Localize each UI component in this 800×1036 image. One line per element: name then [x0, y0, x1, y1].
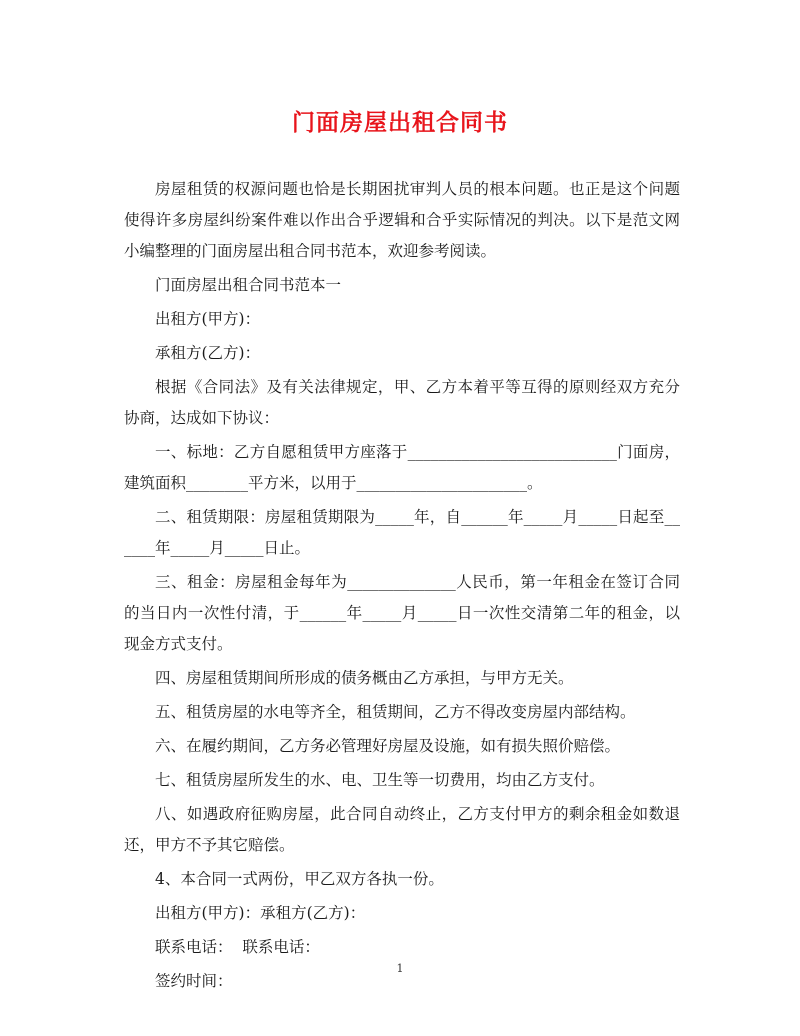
lessor-line: 出租方(甲方)：	[155, 310, 261, 328]
clause-7: 七、租赁房屋所发生的水、电、卫生等一切费用，均由乙方支付。	[155, 771, 605, 789]
page-number: 1	[396, 962, 404, 975]
lessee-line: 承租方(乙方)：	[155, 344, 261, 362]
intro-paragraph: 房屋租赁的权源问题也恰是长期困扰审判人员的根本问题。也正是这个问题使得许多房屋纠纷案件难以作出合乎逻辑和合乎实际情况的判决。以下是范文网小编整理的门面房屋出租合同书范本，欢迎参考阅读。	[124, 180, 680, 260]
clause-5: 五、租赁房屋的水电等齐全，租赁期间，乙方不得改变房屋内部结构。	[155, 703, 636, 721]
document-title: 门面房屋出租合同书	[292, 110, 508, 136]
signing-date-line: 签约时间：	[155, 972, 233, 990]
clause-8: 八、如遇政府征购房屋，此合同自动终止，乙方支付甲方的剩余租金如数退还，甲方不予其它赔偿。	[124, 805, 680, 854]
clause-copies: 4、本合同一式两份，甲乙双方各执一份。	[155, 870, 444, 888]
clause-4: 四、房屋租赁期间所形成的债务概由乙方承担，与甲方无关。	[155, 669, 574, 687]
clause-6: 六、在履约期间，乙方务必管理好房屋及设施，如有损失照价赔偿。	[155, 737, 621, 755]
signature-parties-line: 出租方(甲方)：承租方(乙方)：	[155, 904, 366, 922]
contact-phone-line: 联系电话： 联系电话：	[155, 938, 320, 956]
sample-heading: 门面房屋出租合同书范本一	[155, 276, 342, 294]
clause-1: 一、标地：乙方自愿租赁甲方座落于___________________________门面房，建筑面积________平方米，以用于______________________。	[124, 443, 680, 492]
preamble-paragraph: 根据《合同法》及有关法律规定，甲、乙方本着平等互得的原则经双方充分协商，达成如下协议：	[124, 378, 680, 427]
clause-3: 三、租金：房屋租金每年为______________人民币，第一年租金在签订合同的当日内一次性付清，于______年_____月_____日一次性交清第二年的租金，以现金方式支付。	[124, 573, 680, 653]
clause-2: 二、租赁期限：房屋租赁期限为_____年，自______年_____月_____日起至______年_____月_____日止。	[124, 508, 680, 557]
document-body	[124, 174, 680, 1000]
